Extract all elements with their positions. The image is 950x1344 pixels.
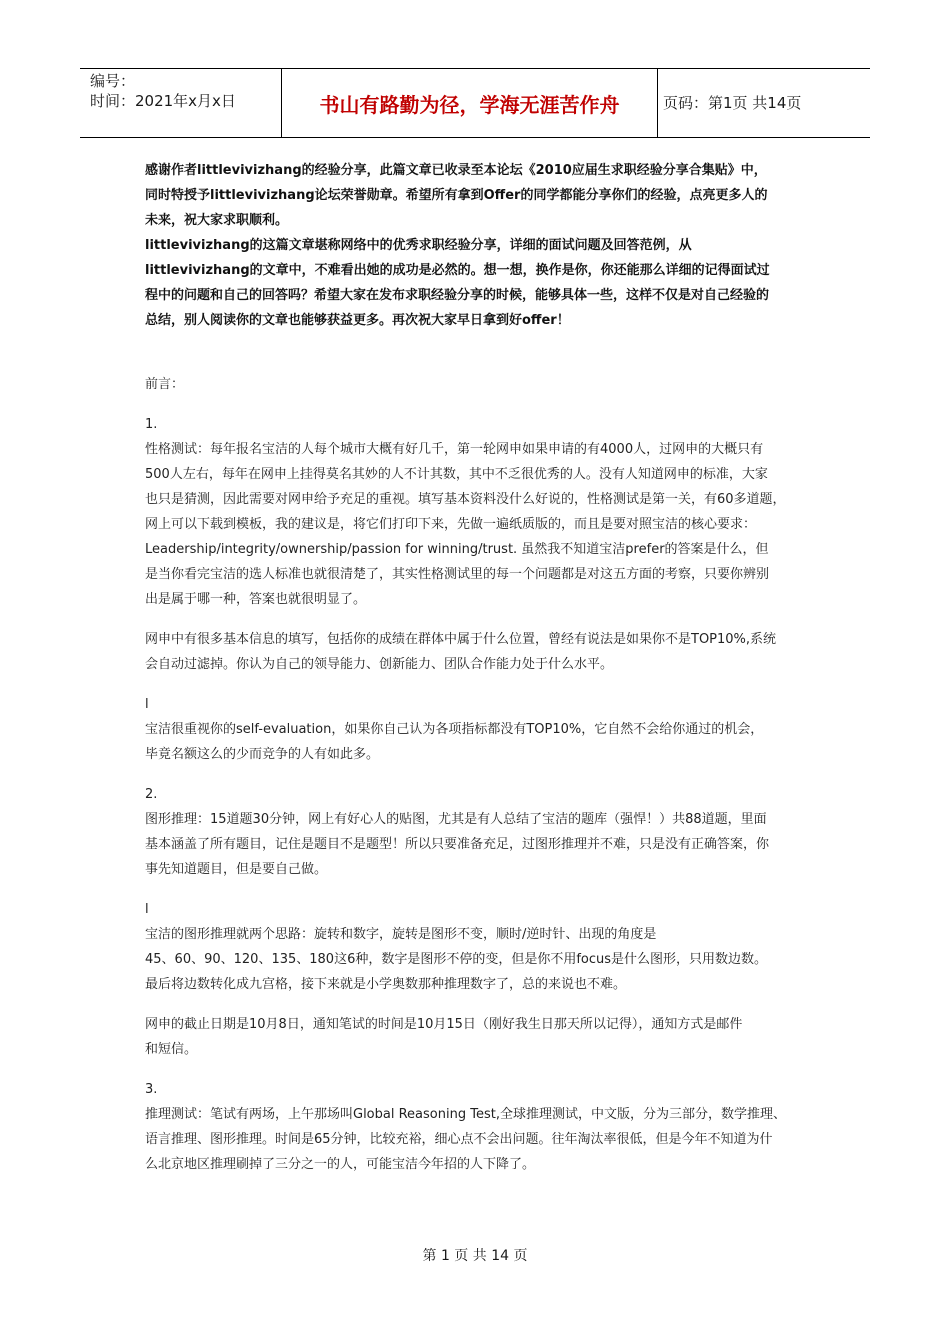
body-line: 么北京地区推理刷掉了三分之一的人，可能宝洁今年招的人下降了。 xyxy=(145,1157,536,1172)
body-line: Leadership/integrity/ownership/passion for winning/trust. 虽然我不知道宝洁prefer的答案是什么，但 xyxy=(145,542,769,557)
section-number: 1. xyxy=(145,417,158,432)
body-line: 会自动过滤掉。你认为自己的领导能力、创新能力、团队合作能力处于什么水平。 xyxy=(145,657,614,672)
body-line: 性格测试：每年报名宝洁的人每个城市大概有好几千，第一轮网申如果申请的有4000人，过网申的大概只有 xyxy=(145,442,764,457)
body-line: 毕竟名额这么的少而竞争的人有如此多。 xyxy=(145,747,380,762)
intro-line: 感谢作者littlevivizhang的经验分享，此篇文章已收录至本论坛《2010应届生求职经验分享合集贴》中， xyxy=(145,163,767,178)
body-line: 网申的截止日期是10月8日，通知笔试的时间是10月15日（刚好我生日那天所以记得），通知方式是邮件 xyxy=(145,1017,743,1032)
body-line: 500人左右，每年在网申上挂得莫名其妙的人不计其数，其中不乏很优秀的人。没有人知道网申的标准，大家 xyxy=(145,467,768,482)
bullet-marker: l xyxy=(145,902,149,917)
bullet-marker: l xyxy=(145,697,149,712)
body-line: 45、60、90、120、135、180这6种，数字是图形不停的变，但是你不用focus是什么图形，只用数边数。 xyxy=(145,952,768,967)
intro-line: 总结，别人阅读你的文章也能够获益更多。再次祝大家早日拿到好offer！ xyxy=(145,313,570,328)
intro-line: 未来，祝大家求职顺利。 xyxy=(145,213,289,228)
section-number: 3. xyxy=(145,1082,158,1097)
page-footer: 第 1 页 共 14 页 xyxy=(422,1248,528,1264)
preface-heading: 前言： xyxy=(145,377,185,392)
body-line: 是当你看完宝洁的选人标准也就很清楚了，其实性格测试里的每一个问题都是对这五方面的考察，只要你辨别 xyxy=(145,567,770,582)
document-date: 时间：2021年x月x日 xyxy=(90,92,236,110)
header-right-cell xyxy=(657,69,870,137)
section-number: 2. xyxy=(145,787,158,802)
body-line: 最后将边数转化成九宫格，接下来就是小学奥数那种推理数字了，总的来说也不难。 xyxy=(145,977,627,992)
body-line: 和短信。 xyxy=(145,1042,198,1057)
intro-line: littlevivizhang的文章中，不难看出她的成功是必然的。想一想，换作是你，你还能那么详细的记得面试过 xyxy=(145,263,770,278)
body-line: 宝洁的图形推理就两个思路：旋转和数字，旋转是图形不变，顺时/逆时针、出现的角度是 xyxy=(145,927,657,942)
header-mid-cell xyxy=(281,69,658,137)
body-line: 宝洁很重视你的self-evaluation，如果你自己认为各项指标都没有TOP10%，它自然不会给你通过的机会， xyxy=(145,722,764,737)
document-number: 编号： xyxy=(90,72,136,90)
body-line: 出是属于哪一种，答案也就很明显了。 xyxy=(145,592,367,607)
body-line: 事先知道题目，但是要自己做。 xyxy=(145,862,328,877)
body-line: 网申中有很多基本信息的填写，包括你的成绩在群体中属于什么位置，曾经有说法是如果你不是TOP10%,系统 xyxy=(145,632,777,647)
body-line: 也只是猜测，因此需要对网申给予充足的重视。填写基本资料没什么好说的，性格测试是第一关，有60多道题， xyxy=(145,492,786,507)
body-line: 图形推理：15道题30分钟，网上有好心人的贴图，尤其是有人总结了宝洁的题库（强悍！）共88道题，里面 xyxy=(145,812,767,827)
body-line: 语言推理、图形推理。时间是65分钟，比较充裕，细心点不会出问题。往年淘汰率很低，但是今年不知道为什 xyxy=(145,1132,773,1147)
intro-line: 同时特授予littlevivizhang论坛荣誉勋章。希望所有拿到Offer的同学都能分享你们的经验，点亮更多人的 xyxy=(145,188,768,203)
header-table xyxy=(80,68,870,138)
page-code: 页码：第1页 共14页 xyxy=(663,94,802,112)
header-left-cell xyxy=(80,69,280,137)
motto-title: 书山有路勤为径，学海无涯苦作舟 xyxy=(319,93,620,117)
intro-line: littlevivizhang的这篇文章堪称网络中的优秀求职经验分享，详细的面试问题及回答范例，从 xyxy=(145,238,692,253)
intro-line: 程中的问题和自己的回答吗？希望大家在发布求职经验分享的时候，能够具体一些，这样不仅是对自己经验的 xyxy=(145,288,770,303)
body-line: 推理测试：笔试有两场，上午那场叫Global Reasoning Test,全球推理测试，中文版，分为三部分，数学推理、 xyxy=(145,1107,786,1122)
body-line: 网上可以下载到模板，我的建议是，将它们打印下来，先做一遍纸质版的，而且是要对照宝洁的核心要求： xyxy=(145,517,757,532)
body-line: 基本涵盖了所有题目，记住是题目不是题型！所以只要准备充足，过图形推理并不难，只是没有正确答案，你 xyxy=(145,837,770,852)
